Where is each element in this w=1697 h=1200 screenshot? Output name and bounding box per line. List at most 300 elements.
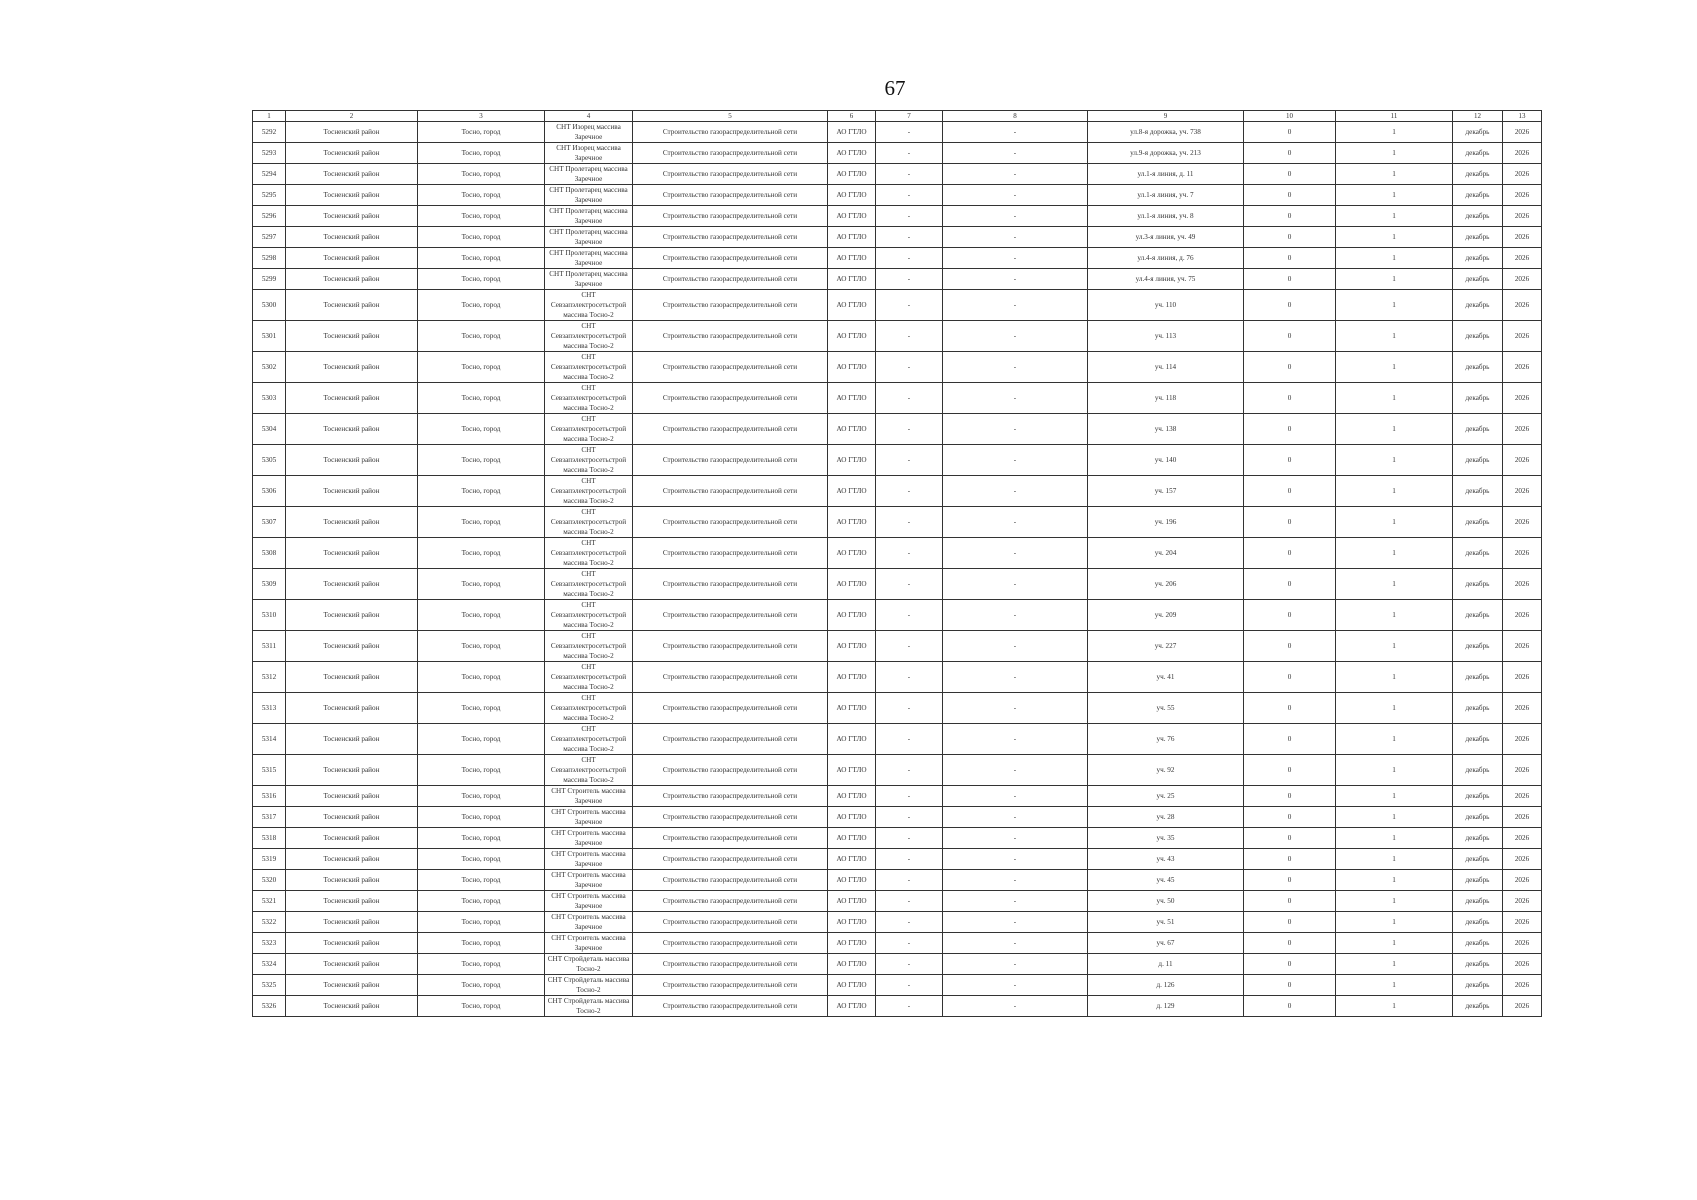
table-row: [253, 828, 1542, 849]
district-cell: Тосненский район: [286, 122, 418, 143]
snt-name-cell: СНТ Пролетарец массива Заречное: [545, 164, 633, 185]
col-8-cell: -: [943, 122, 1088, 143]
work-type-cell: Строительство газораспределительной сети: [633, 414, 828, 445]
month-cell: декабрь: [1453, 996, 1503, 1017]
work-type-cell: Строительство газораспределительной сети: [633, 290, 828, 321]
col-11-cell: 1: [1336, 164, 1453, 185]
address-cell: уч. 50: [1088, 891, 1244, 912]
organization-cell: АО ГТЛО: [828, 321, 876, 352]
settlement-cell: Тосно, город: [418, 383, 545, 414]
work-type-cell: Строительство газораспределительной сети: [633, 164, 828, 185]
district-cell: Тосненский район: [286, 569, 418, 600]
year-cell: 2026: [1503, 807, 1542, 828]
month-cell: декабрь: [1453, 383, 1503, 414]
district-cell: Тосненский район: [286, 248, 418, 269]
work-type-cell: Строительство газораспределительной сети: [633, 849, 828, 870]
col-8-cell: -: [943, 933, 1088, 954]
year-cell: 2026: [1503, 996, 1542, 1017]
year-cell: 2026: [1503, 786, 1542, 807]
district-cell: Тосненский район: [286, 143, 418, 164]
col-10-cell: 0: [1244, 164, 1336, 185]
work-type-cell: Строительство газораспределительной сети: [633, 143, 828, 164]
snt-name-cell: СНТ Севзапэлектросетьстрой массива Тосно-2: [545, 476, 633, 507]
col-10-cell: 0: [1244, 185, 1336, 206]
col-10-cell: 0: [1244, 569, 1336, 600]
col-7-cell: -: [876, 693, 943, 724]
page-number: 67: [884, 76, 906, 100]
column-header: 2: [286, 111, 418, 122]
month-cell: декабрь: [1453, 164, 1503, 185]
snt-name-cell: СНТ Строитель массива Заречное: [545, 849, 633, 870]
settlement-cell: Тосно, город: [418, 912, 545, 933]
organization-cell: АО ГТЛО: [828, 206, 876, 227]
month-cell: декабрь: [1453, 975, 1503, 996]
organization-cell: АО ГТЛО: [828, 693, 876, 724]
organization-cell: АО ГТЛО: [828, 933, 876, 954]
year-cell: 2026: [1503, 476, 1542, 507]
col-7-cell: -: [876, 269, 943, 290]
organization-cell: АО ГТЛО: [828, 912, 876, 933]
address-cell: ул.1-я линия, д. 11: [1088, 164, 1244, 185]
col-8-cell: -: [943, 807, 1088, 828]
organization-cell: АО ГТЛО: [828, 290, 876, 321]
organization-cell: АО ГТЛО: [828, 248, 876, 269]
year-cell: 2026: [1503, 724, 1542, 755]
snt-name-cell: СНТ Строитель массива Заречное: [545, 807, 633, 828]
settlement-cell: Тосно, город: [418, 248, 545, 269]
snt-name-cell: СНТ Севзапэлектросетьстрой массива Тосно-2: [545, 662, 633, 693]
address-cell: д. 126: [1088, 975, 1244, 996]
year-cell: 2026: [1503, 755, 1542, 786]
address-cell: уч. 118: [1088, 383, 1244, 414]
column-header: 8: [943, 111, 1088, 122]
col-7-cell: -: [876, 206, 943, 227]
row-number-cell: 5303: [253, 383, 286, 414]
col-11-cell: 1: [1336, 786, 1453, 807]
col-10-cell: 0: [1244, 445, 1336, 476]
month-cell: декабрь: [1453, 269, 1503, 290]
settlement-cell: Тосно, город: [418, 786, 545, 807]
district-cell: Тосненский район: [286, 631, 418, 662]
work-type-cell: Строительство газораспределительной сети: [633, 724, 828, 755]
district-cell: Тосненский район: [286, 891, 418, 912]
col-7-cell: -: [876, 662, 943, 693]
snt-name-cell: СНТ Изорец массива Заречное: [545, 122, 633, 143]
settlement-cell: Тосно, город: [418, 269, 545, 290]
month-cell: декабрь: [1453, 206, 1503, 227]
col-7-cell: -: [876, 414, 943, 445]
settlement-cell: Тосно, город: [418, 538, 545, 569]
column-header: 12: [1453, 111, 1503, 122]
table-row: [253, 954, 1542, 975]
col-8-cell: -: [943, 269, 1088, 290]
col-7-cell: -: [876, 933, 943, 954]
col-8-cell: -: [943, 724, 1088, 755]
work-type-cell: Строительство газораспределительной сети: [633, 122, 828, 143]
table-row: [253, 693, 1542, 724]
organization-cell: АО ГТЛО: [828, 445, 876, 476]
col-11-cell: 1: [1336, 352, 1453, 383]
col-8-cell: -: [943, 631, 1088, 662]
work-type-cell: Строительство газораспределительной сети: [633, 631, 828, 662]
col-11-cell: 1: [1336, 143, 1453, 164]
col-10-cell: 0: [1244, 724, 1336, 755]
month-cell: декабрь: [1453, 290, 1503, 321]
organization-cell: АО ГТЛО: [828, 828, 876, 849]
district-cell: Тосненский район: [286, 507, 418, 538]
col-7-cell: -: [876, 807, 943, 828]
address-cell: уч. 28: [1088, 807, 1244, 828]
year-cell: 2026: [1503, 662, 1542, 693]
address-cell: ул.9-я дорожка, уч. 213: [1088, 143, 1244, 164]
work-type-cell: Строительство газораспределительной сети: [633, 662, 828, 693]
col-8-cell: -: [943, 445, 1088, 476]
row-number-cell: 5294: [253, 164, 286, 185]
district-cell: Тосненский район: [286, 227, 418, 248]
year-cell: 2026: [1503, 164, 1542, 185]
address-cell: уч. 204: [1088, 538, 1244, 569]
work-type-cell: Строительство газораспределительной сети: [633, 185, 828, 206]
year-cell: 2026: [1503, 538, 1542, 569]
organization-cell: АО ГТЛО: [828, 849, 876, 870]
work-type-cell: Строительство газораспределительной сети: [633, 600, 828, 631]
col-10-cell: 0: [1244, 269, 1336, 290]
month-cell: декабрь: [1453, 755, 1503, 786]
settlement-cell: Тосно, город: [418, 870, 545, 891]
col-11-cell: 1: [1336, 206, 1453, 227]
district-cell: Тосненский район: [286, 538, 418, 569]
row-number-cell: 5314: [253, 724, 286, 755]
address-cell: уч. 227: [1088, 631, 1244, 662]
table-row: [253, 724, 1542, 755]
month-cell: декабрь: [1453, 954, 1503, 975]
month-cell: декабрь: [1453, 352, 1503, 383]
column-header: 10: [1244, 111, 1336, 122]
organization-cell: АО ГТЛО: [828, 569, 876, 600]
year-cell: 2026: [1503, 206, 1542, 227]
work-type-cell: Строительство газораспределительной сети: [633, 828, 828, 849]
work-type-cell: Строительство газораспределительной сети: [633, 538, 828, 569]
row-number-cell: 5317: [253, 807, 286, 828]
col-8-cell: -: [943, 352, 1088, 383]
work-type-cell: Строительство газораспределительной сети: [633, 352, 828, 383]
address-cell: уч. 25: [1088, 786, 1244, 807]
col-10-cell: 0: [1244, 507, 1336, 538]
col-8-cell: -: [943, 912, 1088, 933]
address-cell: уч. 206: [1088, 569, 1244, 600]
month-cell: декабрь: [1453, 724, 1503, 755]
col-10-cell: 0: [1244, 975, 1336, 996]
organization-cell: АО ГТЛО: [828, 507, 876, 538]
address-cell: уч. 140: [1088, 445, 1244, 476]
col-11-cell: 1: [1336, 631, 1453, 662]
col-7-cell: -: [876, 227, 943, 248]
snt-name-cell: СНТ Строитель массива Заречное: [545, 870, 633, 891]
snt-name-cell: СНТ Севзапэлектросетьстрой массива Тосно-2: [545, 569, 633, 600]
col-7-cell: -: [876, 828, 943, 849]
col-11-cell: 1: [1336, 122, 1453, 143]
address-cell: уч. 113: [1088, 321, 1244, 352]
col-10-cell: 0: [1244, 807, 1336, 828]
col-7-cell: -: [876, 164, 943, 185]
district-cell: Тосненский район: [286, 352, 418, 383]
table-row: [253, 975, 1542, 996]
settlement-cell: Тосно, город: [418, 828, 545, 849]
year-cell: 2026: [1503, 933, 1542, 954]
col-8-cell: -: [943, 383, 1088, 414]
col-8-cell: -: [943, 185, 1088, 206]
district-cell: Тосненский район: [286, 662, 418, 693]
col-11-cell: 1: [1336, 569, 1453, 600]
snt-name-cell: СНТ Строитель массива Заречное: [545, 786, 633, 807]
row-number-cell: 5307: [253, 507, 286, 538]
col-7-cell: -: [876, 755, 943, 786]
month-cell: декабрь: [1453, 828, 1503, 849]
month-cell: декабрь: [1453, 662, 1503, 693]
col-10-cell: 0: [1244, 227, 1336, 248]
district-cell: Тосненский район: [286, 321, 418, 352]
organization-cell: АО ГТЛО: [828, 352, 876, 383]
col-8-cell: -: [943, 954, 1088, 975]
settlement-cell: Тосно, город: [418, 693, 545, 724]
settlement-cell: Тосно, город: [418, 227, 545, 248]
work-type-cell: Строительство газораспределительной сети: [633, 269, 828, 290]
settlement-cell: Тосно, город: [418, 933, 545, 954]
month-cell: декабрь: [1453, 891, 1503, 912]
col-11-cell: 1: [1336, 662, 1453, 693]
month-cell: декабрь: [1453, 507, 1503, 538]
snt-name-cell: СНТ Строитель массива Заречное: [545, 912, 633, 933]
col-11-cell: 1: [1336, 248, 1453, 269]
col-11-cell: 1: [1336, 693, 1453, 724]
col-11-cell: 1: [1336, 269, 1453, 290]
row-number-cell: 5316: [253, 786, 286, 807]
snt-name-cell: СНТ Строитель массива Заречное: [545, 891, 633, 912]
col-11-cell: 1: [1336, 912, 1453, 933]
work-type-cell: Строительство газораспределительной сети: [633, 870, 828, 891]
table-row: [253, 185, 1542, 206]
organization-cell: АО ГТЛО: [828, 538, 876, 569]
settlement-cell: Тосно, город: [418, 414, 545, 445]
snt-name-cell: СНТ Севзапэлектросетьстрой массива Тосно-2: [545, 693, 633, 724]
year-cell: 2026: [1503, 122, 1542, 143]
col-11-cell: 1: [1336, 538, 1453, 569]
row-number-cell: 5297: [253, 227, 286, 248]
year-cell: 2026: [1503, 352, 1542, 383]
data-table: [252, 110, 1542, 1017]
col-8-cell: -: [943, 975, 1088, 996]
organization-cell: АО ГТЛО: [828, 143, 876, 164]
month-cell: декабрь: [1453, 693, 1503, 724]
col-7-cell: -: [876, 122, 943, 143]
work-type-cell: Строительство газораспределительной сети: [633, 807, 828, 828]
table-row: [253, 383, 1542, 414]
month-cell: декабрь: [1453, 248, 1503, 269]
month-cell: декабрь: [1453, 321, 1503, 352]
col-7-cell: -: [876, 996, 943, 1017]
col-7-cell: -: [876, 569, 943, 600]
address-cell: уч. 45: [1088, 870, 1244, 891]
row-number-cell: 5313: [253, 693, 286, 724]
snt-name-cell: СНТ Пролетарец массива Заречное: [545, 248, 633, 269]
year-cell: 2026: [1503, 870, 1542, 891]
col-8-cell: -: [943, 870, 1088, 891]
work-type-cell: Строительство газораспределительной сети: [633, 383, 828, 414]
header-row: [253, 111, 1542, 122]
table-row: [253, 569, 1542, 600]
table-row: [253, 538, 1542, 569]
row-number-cell: 5315: [253, 755, 286, 786]
col-8-cell: -: [943, 693, 1088, 724]
column-header: 3: [418, 111, 545, 122]
month-cell: декабрь: [1453, 631, 1503, 662]
col-10-cell: 0: [1244, 828, 1336, 849]
settlement-cell: Тосно, город: [418, 164, 545, 185]
row-number-cell: 5304: [253, 414, 286, 445]
work-type-cell: Строительство газораспределительной сети: [633, 975, 828, 996]
snt-name-cell: СНТ Севзапэлектросетьстрой массива Тосно-2: [545, 724, 633, 755]
col-7-cell: -: [876, 383, 943, 414]
col-11-cell: 1: [1336, 290, 1453, 321]
col-8-cell: -: [943, 755, 1088, 786]
row-number-cell: 5292: [253, 122, 286, 143]
organization-cell: АО ГТЛО: [828, 975, 876, 996]
snt-name-cell: СНТ Стройдеталь массива Тосно-2: [545, 975, 633, 996]
address-cell: уч. 138: [1088, 414, 1244, 445]
col-8-cell: -: [943, 891, 1088, 912]
district-cell: Тосненский район: [286, 693, 418, 724]
month-cell: декабрь: [1453, 870, 1503, 891]
col-10-cell: 0: [1244, 321, 1336, 352]
snt-name-cell: СНТ Севзапэлектросетьстрой массива Тосно-2: [545, 445, 633, 476]
month-cell: декабрь: [1453, 600, 1503, 631]
district-cell: Тосненский район: [286, 912, 418, 933]
organization-cell: АО ГТЛО: [828, 383, 876, 414]
snt-name-cell: СНТ Севзапэлектросетьстрой массива Тосно-2: [545, 383, 633, 414]
year-cell: 2026: [1503, 631, 1542, 662]
year-cell: 2026: [1503, 414, 1542, 445]
address-cell: уч. 51: [1088, 912, 1244, 933]
col-10-cell: 0: [1244, 996, 1336, 1017]
year-cell: 2026: [1503, 248, 1542, 269]
col-11-cell: 1: [1336, 476, 1453, 507]
table-row: [253, 849, 1542, 870]
district-cell: Тосненский район: [286, 269, 418, 290]
col-11-cell: 1: [1336, 724, 1453, 755]
year-cell: 2026: [1503, 185, 1542, 206]
district-cell: Тосненский район: [286, 755, 418, 786]
col-8-cell: -: [943, 662, 1088, 693]
address-cell: ул.8-я дорожка, уч. 738: [1088, 122, 1244, 143]
table-row: [253, 143, 1542, 164]
year-cell: 2026: [1503, 290, 1542, 321]
settlement-cell: Тосно, город: [418, 807, 545, 828]
year-cell: 2026: [1503, 975, 1542, 996]
settlement-cell: Тосно, город: [418, 507, 545, 538]
col-11-cell: 1: [1336, 507, 1453, 538]
col-7-cell: -: [876, 321, 943, 352]
snt-name-cell: СНТ Севзапэлектросетьстрой массива Тосно-2: [545, 755, 633, 786]
year-cell: 2026: [1503, 445, 1542, 476]
col-10-cell: 0: [1244, 600, 1336, 631]
address-cell: ул.4-я линия, уч. 75: [1088, 269, 1244, 290]
address-cell: уч. 110: [1088, 290, 1244, 321]
month-cell: декабрь: [1453, 476, 1503, 507]
settlement-cell: Тосно, город: [418, 290, 545, 321]
col-11-cell: 1: [1336, 870, 1453, 891]
col-10-cell: 0: [1244, 143, 1336, 164]
col-10-cell: 0: [1244, 786, 1336, 807]
col-8-cell: -: [943, 600, 1088, 631]
address-cell: ул.4-я линия, д. 76: [1088, 248, 1244, 269]
row-number-cell: 5301: [253, 321, 286, 352]
row-number-cell: 5302: [253, 352, 286, 383]
organization-cell: АО ГТЛО: [828, 185, 876, 206]
address-cell: уч. 55: [1088, 693, 1244, 724]
month-cell: декабрь: [1453, 538, 1503, 569]
district-cell: Тосненский район: [286, 290, 418, 321]
row-number-cell: 5311: [253, 631, 286, 662]
col-10-cell: 0: [1244, 912, 1336, 933]
col-8-cell: -: [943, 248, 1088, 269]
year-cell: 2026: [1503, 383, 1542, 414]
snt-name-cell: СНТ Севзапэлектросетьстрой массива Тосно-2: [545, 538, 633, 569]
column-header: 4: [545, 111, 633, 122]
table-row: [253, 352, 1542, 383]
address-cell: уч. 76: [1088, 724, 1244, 755]
year-cell: 2026: [1503, 849, 1542, 870]
work-type-cell: Строительство газораспределительной сети: [633, 248, 828, 269]
col-8-cell: -: [943, 164, 1088, 185]
settlement-cell: Тосно, город: [418, 185, 545, 206]
table-row: [253, 755, 1542, 786]
column-header: 5: [633, 111, 828, 122]
month-cell: декабрь: [1453, 414, 1503, 445]
col-7-cell: -: [876, 507, 943, 538]
col-10-cell: 0: [1244, 206, 1336, 227]
col-8-cell: -: [943, 143, 1088, 164]
col-7-cell: -: [876, 724, 943, 755]
district-cell: Тосненский район: [286, 164, 418, 185]
table-row: [253, 248, 1542, 269]
settlement-cell: Тосно, город: [418, 600, 545, 631]
col-7-cell: -: [876, 786, 943, 807]
district-cell: Тосненский район: [286, 828, 418, 849]
year-cell: 2026: [1503, 269, 1542, 290]
year-cell: 2026: [1503, 569, 1542, 600]
col-8-cell: -: [943, 206, 1088, 227]
settlement-cell: Тосно, город: [418, 849, 545, 870]
col-10-cell: 0: [1244, 870, 1336, 891]
table-row: [253, 476, 1542, 507]
table-row: [253, 996, 1542, 1017]
organization-cell: АО ГТЛО: [828, 786, 876, 807]
settlement-cell: Тосно, город: [418, 724, 545, 755]
col-10-cell: 0: [1244, 755, 1336, 786]
organization-cell: АО ГТЛО: [828, 227, 876, 248]
table-row: [253, 891, 1542, 912]
work-type-cell: Строительство газораспределительной сети: [633, 445, 828, 476]
district-cell: Тосненский район: [286, 414, 418, 445]
address-cell: уч. 157: [1088, 476, 1244, 507]
table-row: [253, 600, 1542, 631]
snt-name-cell: СНТ Севзапэлектросетьстрой массива Тосно-2: [545, 290, 633, 321]
col-11-cell: 1: [1336, 828, 1453, 849]
column-header: 1: [253, 111, 286, 122]
address-cell: ул.1-я линия, уч. 7: [1088, 185, 1244, 206]
address-cell: уч. 114: [1088, 352, 1244, 383]
snt-name-cell: СНТ Севзапэлектросетьстрой массива Тосно-2: [545, 321, 633, 352]
